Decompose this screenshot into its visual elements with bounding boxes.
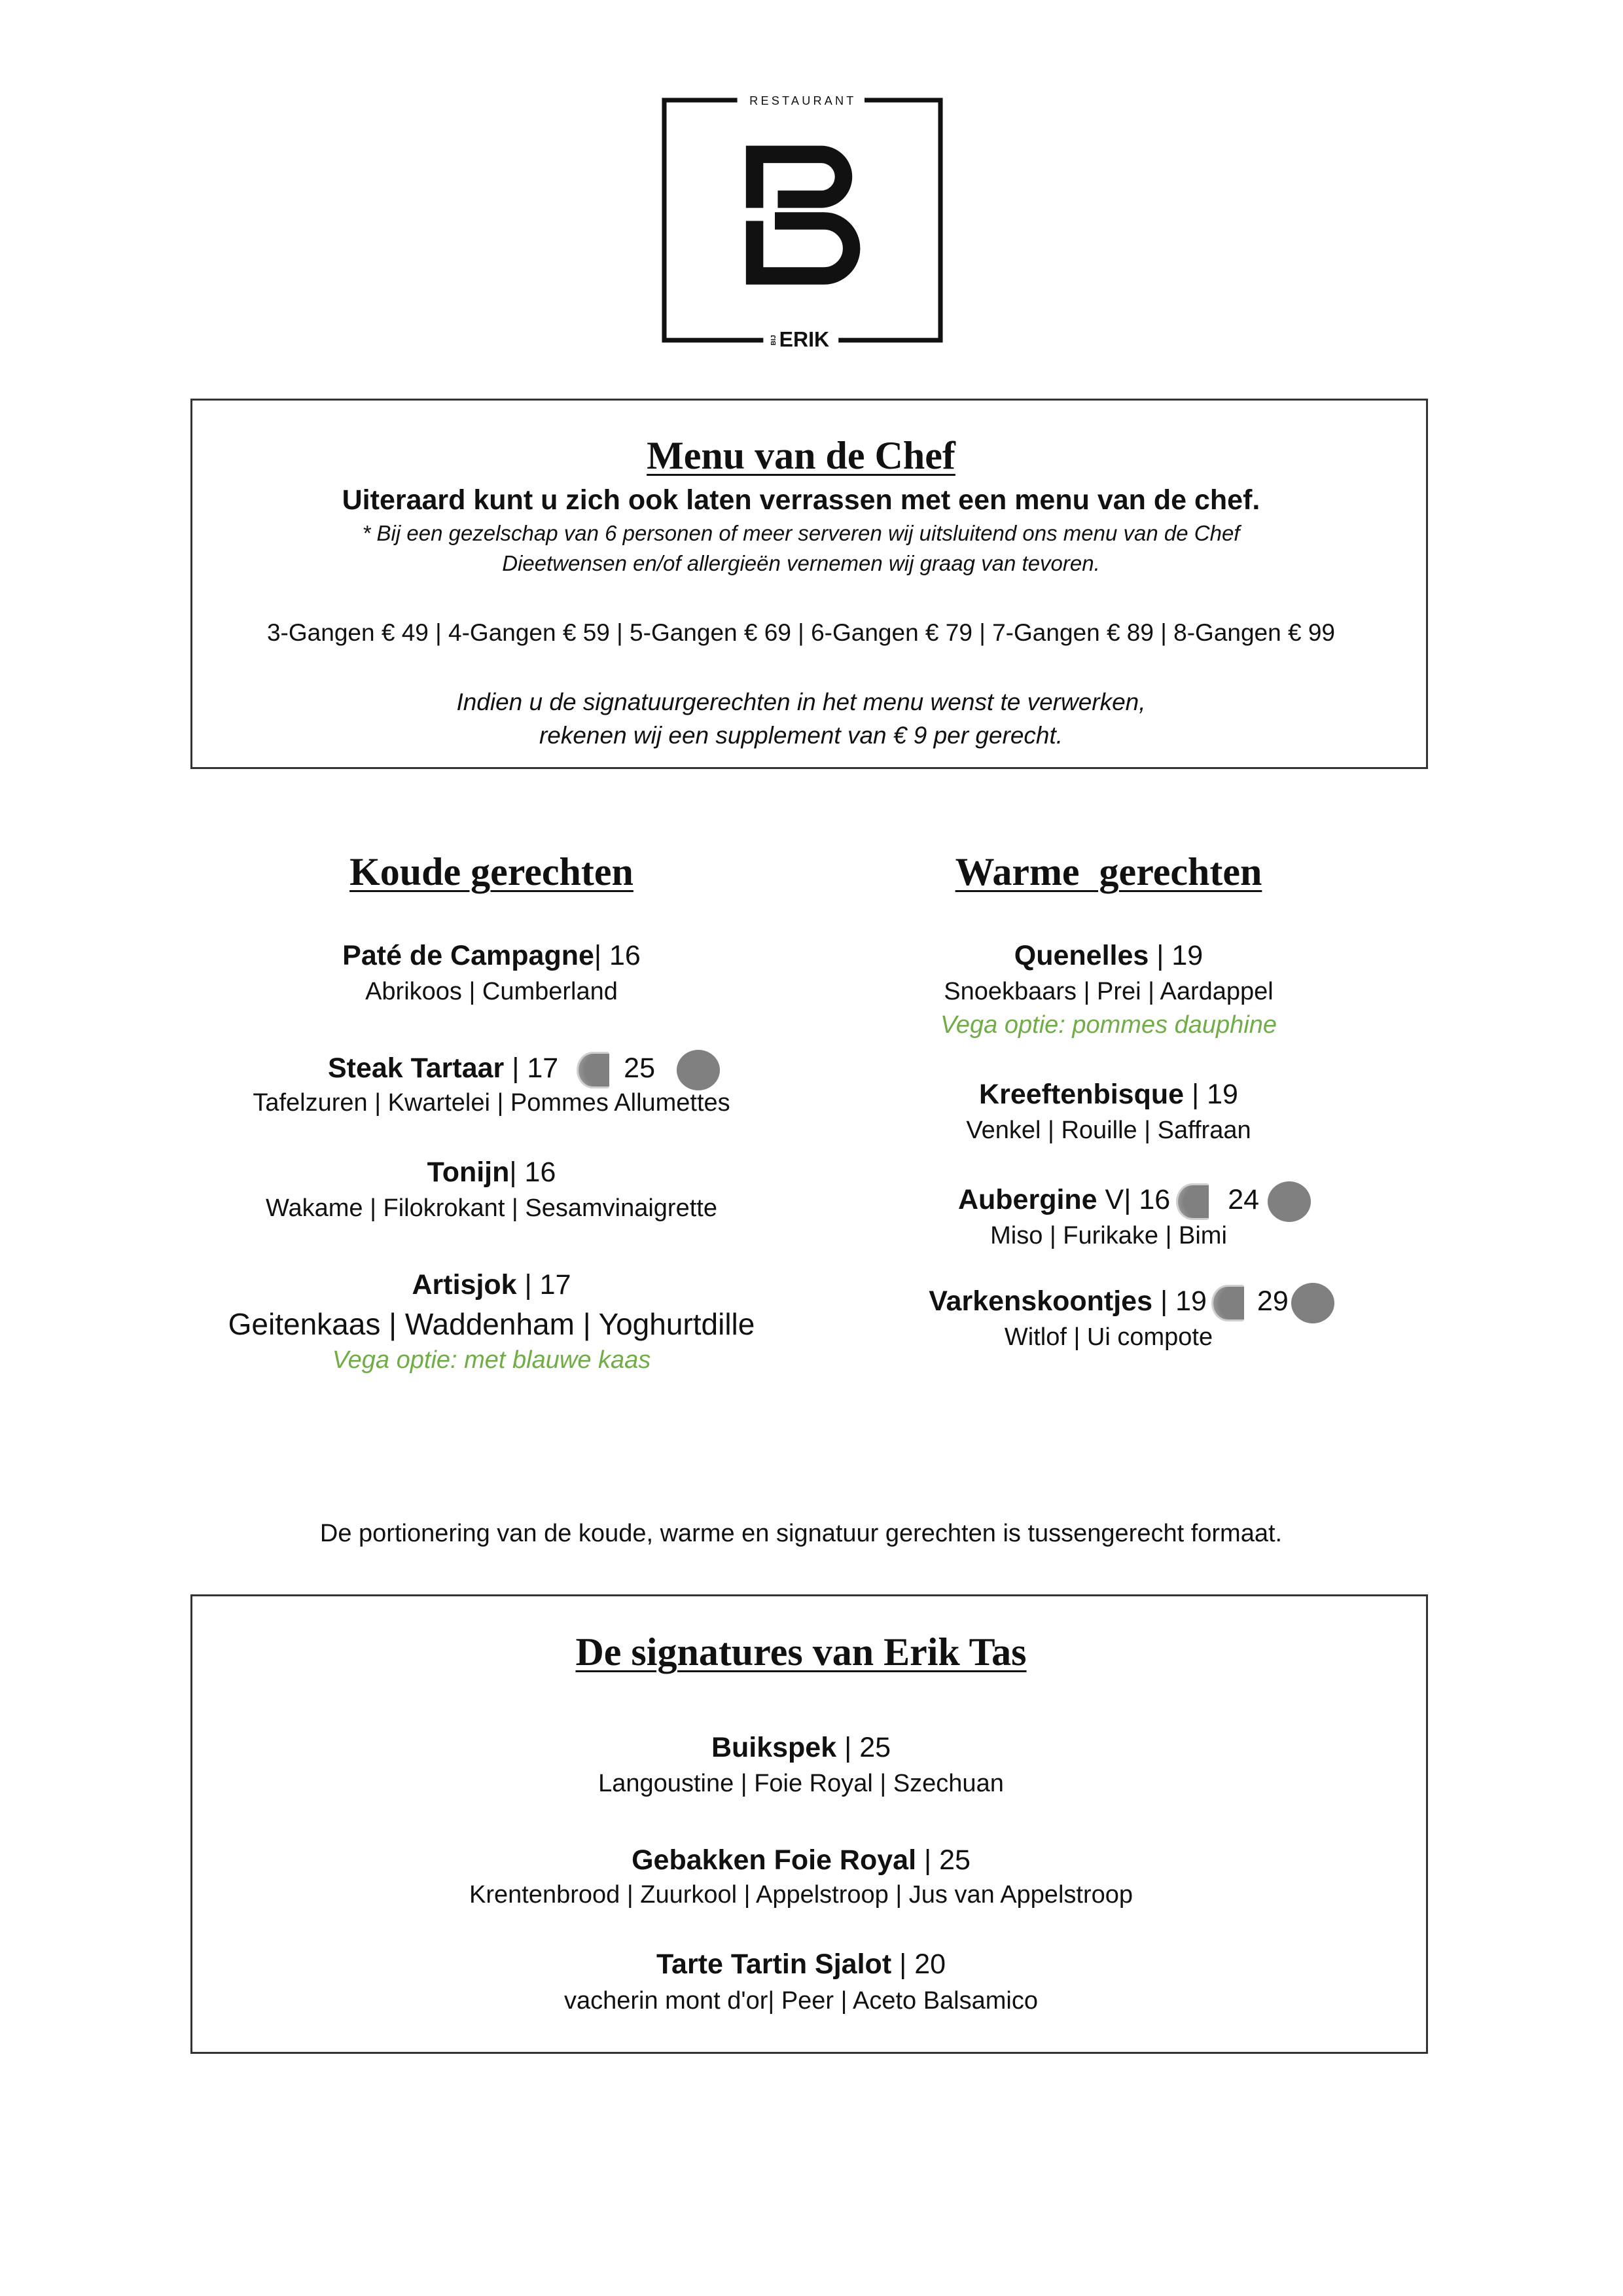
dish-price-large: 25 bbox=[624, 1052, 656, 1084]
dish-name: Buikspek bbox=[711, 1732, 837, 1763]
chef-menu-note: Dieetwensen en/of allergieën vernemen wij graag van tevoren. bbox=[502, 551, 1100, 575]
dish-name: Artisjok bbox=[412, 1269, 517, 1300]
cold-section-title: Koude gerechten bbox=[349, 850, 633, 893]
chef-menu-note: * Bij een gezelschap van 6 personen of meer serveren wij uitsluitend ons menu van de Chef bbox=[362, 521, 1240, 545]
dish-name: Tonijn bbox=[427, 1157, 510, 1188]
logo-monogram bbox=[755, 154, 851, 276]
dish-price-large: 24 bbox=[1228, 1184, 1260, 1215]
dish-description: Snoekbaars | Prei | Aardappel bbox=[944, 978, 1274, 1005]
dish-description: Krentenbrood | Zuurkool | Appelstroop | Jus van Appelstroop bbox=[469, 1881, 1133, 1909]
dish-price: | 17 bbox=[504, 1052, 559, 1084]
logo-prefix-label: BIJ bbox=[770, 334, 778, 346]
dish-name: Paté de Campagne bbox=[342, 940, 594, 971]
dish-quenelles bbox=[781, 938, 1436, 973]
dish-description: Abrikoos | Cumberland bbox=[365, 978, 618, 1005]
dish-price-large: 29 bbox=[1257, 1285, 1289, 1317]
chef-menu-lead: Uiteraard kunt u zich ook laten verrassen met een menu van de chef. bbox=[342, 484, 1260, 516]
dish-description: vacherin mont d'or| Peer | Aceto Balsamico bbox=[563, 1987, 1038, 2015]
dish-aubergine bbox=[781, 1182, 1436, 1220]
dish-price: | 16 bbox=[594, 940, 641, 971]
dish-price: | 17 bbox=[516, 1269, 571, 1300]
vega-option: Vega optie: pommes dauphine bbox=[940, 1011, 1277, 1039]
dish-price: | 25 bbox=[836, 1732, 891, 1763]
dish-name: Aubergine bbox=[957, 1184, 1097, 1215]
dish-description: Miso | Furikake | Bimi bbox=[990, 1222, 1227, 1249]
chef-menu-title: Menu van de Chef bbox=[647, 434, 955, 477]
dish-description: Geitenkaas | Waddenham | Yoghurtdille bbox=[228, 1307, 755, 1341]
dish-steak-tartaar bbox=[164, 1050, 819, 1088]
half-portion-icon bbox=[1211, 1285, 1244, 1321]
dish-pate-de-campagne bbox=[164, 938, 819, 973]
portion-note: De portionering van de koude, warme en signatuur gerechten is tussengerecht formaat. bbox=[319, 1520, 1283, 1547]
full-portion-icon bbox=[1268, 1181, 1311, 1222]
chef-menu-supplement: Indien u de signatuurgerechten in het menu wenst te verwerken, bbox=[456, 689, 1146, 715]
dish-tarte-tartin-sjalot bbox=[147, 1946, 1455, 1982]
dish-price: | 19 bbox=[1184, 1079, 1238, 1110]
dish-price: | 20 bbox=[891, 1948, 946, 1980]
dish-description: Witlof | Ui compote bbox=[1004, 1323, 1213, 1351]
warm-section-title: Warme gerechten bbox=[955, 850, 1262, 893]
dish-name: Steak Tartaar bbox=[327, 1052, 505, 1084]
full-portion-icon bbox=[677, 1050, 720, 1090]
dish-price: | 25 bbox=[916, 1844, 971, 1876]
dish-name: Varkenskoontjes bbox=[929, 1285, 1153, 1317]
dish-price: | 16 bbox=[509, 1157, 556, 1188]
dish-name: Quenelles bbox=[1014, 940, 1149, 971]
dish-varkenskoontjes bbox=[781, 1283, 1436, 1321]
dish-name: Kreeftenbisque bbox=[979, 1079, 1185, 1110]
dish-artisjok bbox=[164, 1267, 819, 1302]
dish-price: V| 16 bbox=[1097, 1184, 1171, 1215]
dish-description: Wakame | Filokrokant | Sesamvinaigrette bbox=[266, 1194, 717, 1222]
half-portion-icon bbox=[1176, 1183, 1209, 1220]
dish-kreeftenbisque bbox=[781, 1077, 1436, 1112]
dish-price: | 19 bbox=[1152, 1285, 1207, 1317]
half-portion-icon bbox=[577, 1052, 609, 1088]
dish-buikspek bbox=[147, 1730, 1455, 1765]
chef-menu-prices: 3-Gangen € 49 | 4-Gangen € 59 | 5-Gangen € 69 | 6-Gangen € 79 | 7-Gangen € 89 | 8-Gangen € 99 bbox=[266, 619, 1335, 646]
chef-menu-supplement: rekenen wij een supplement van € 9 per gerecht. bbox=[539, 722, 1063, 749]
dish-description: Langoustine | Foie Royal | Szechuan bbox=[598, 1770, 1004, 1797]
dish-name: Tarte Tartin Sjalot bbox=[656, 1948, 892, 1980]
restaurant-logo bbox=[651, 86, 954, 355]
vega-option: Vega optie: met blauwe kaas bbox=[332, 1346, 651, 1374]
dish-price: | 19 bbox=[1149, 940, 1204, 971]
logo-name-label: ERIK bbox=[779, 327, 830, 351]
dish-name: Gebakken Foie Royal bbox=[632, 1844, 917, 1876]
dish-tonijn bbox=[164, 1155, 819, 1190]
dish-gebakken-foie-royal bbox=[147, 1842, 1455, 1878]
full-portion-icon bbox=[1291, 1283, 1334, 1323]
dish-description: Venkel | Rouille | Saffraan bbox=[966, 1117, 1251, 1144]
dish-description: Tafelzuren | Kwartelei | Pommes Allumettes bbox=[253, 1089, 730, 1117]
logo-restaurant-label: RESTAURANT bbox=[749, 94, 857, 107]
signatures-title: De signatures van Erik Tas bbox=[575, 1630, 1027, 1674]
